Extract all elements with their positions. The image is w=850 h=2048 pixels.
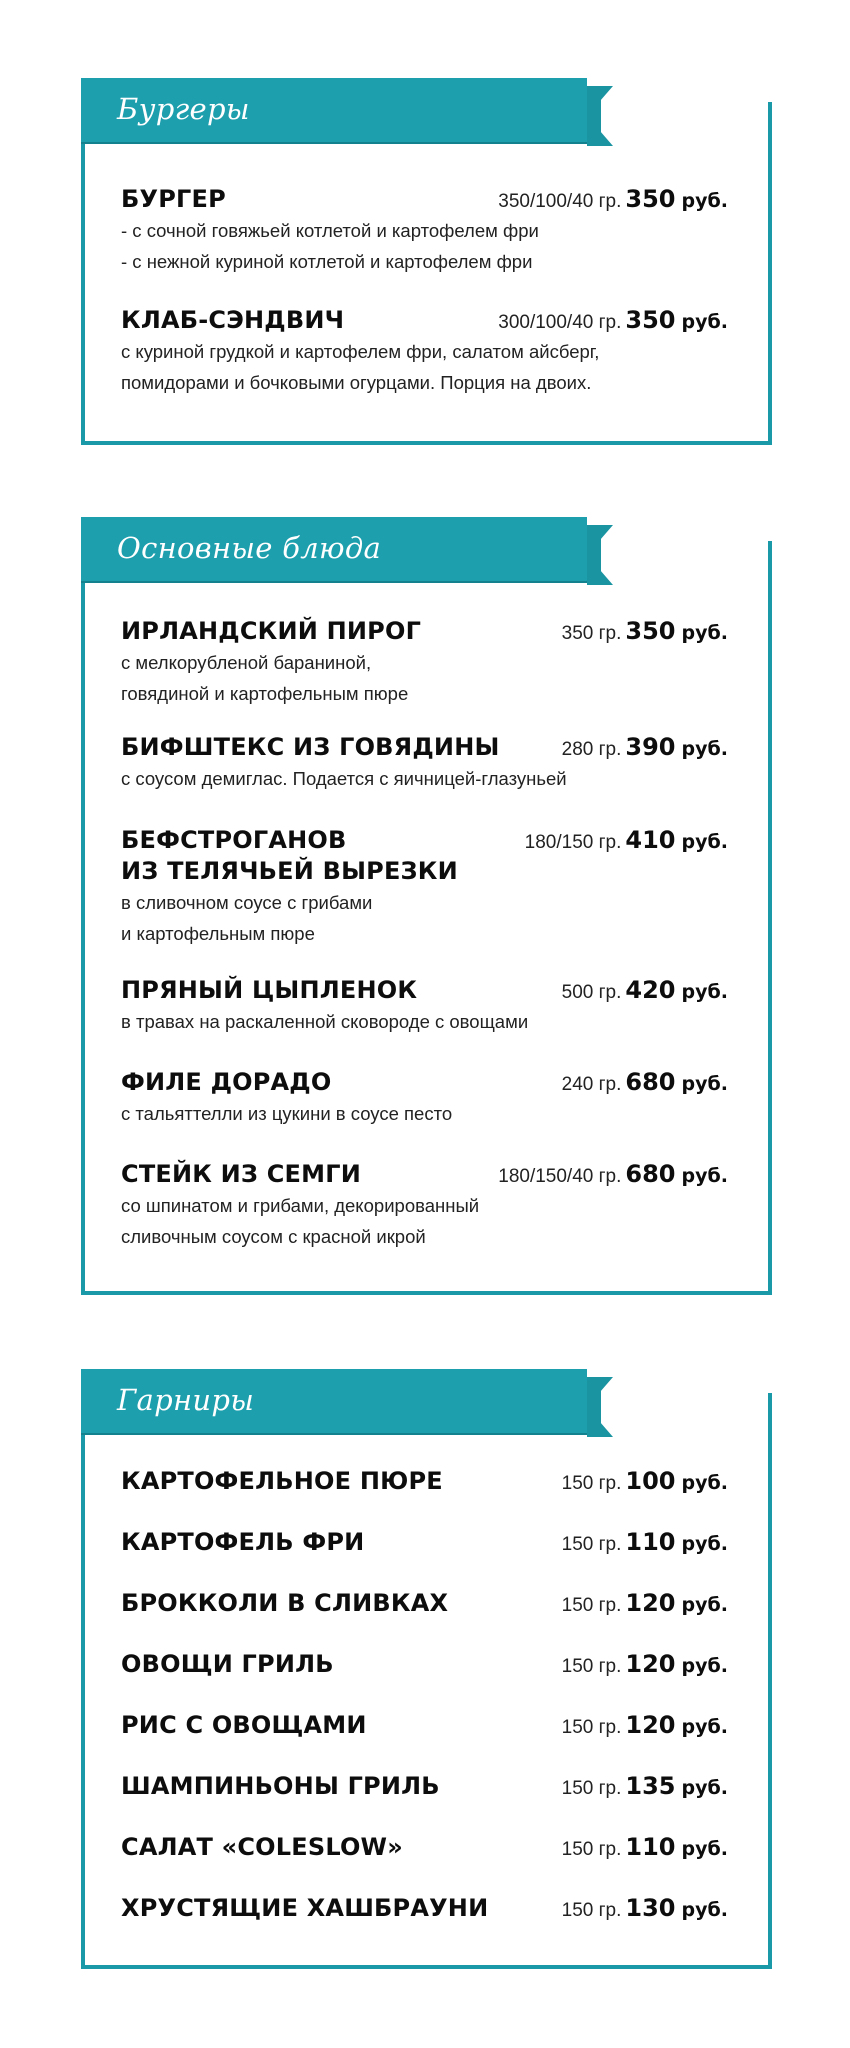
item-price — [498, 1159, 728, 1193]
item-price — [562, 1466, 728, 1500]
item-currency: руб. — [681, 1777, 728, 1799]
item-price — [562, 732, 728, 766]
section-ribbon — [81, 78, 587, 142]
item-description: с тальяттелли из цукини в соусе песто — [121, 1103, 453, 1124]
item-price — [562, 1649, 728, 1683]
item-amount: 350 — [625, 306, 676, 334]
item-price — [562, 1527, 728, 1561]
item-amount: 100 — [625, 1467, 676, 1495]
item-weight: 500 гр. — [561, 982, 622, 1003]
item-currency: руб. — [681, 1838, 728, 1860]
item-weight: 150 гр. — [561, 1900, 622, 1921]
item-weight: 280 гр. — [561, 739, 622, 760]
item-currency: руб. — [681, 1073, 728, 1095]
menu-item — [121, 184, 728, 277]
item-amount: 130 — [625, 1894, 676, 1922]
item-weight: 350/100/40 гр. — [498, 191, 622, 212]
item-amount: 120 — [625, 1711, 676, 1739]
item-weight: 350 гр. — [561, 623, 622, 644]
item-amount: 390 — [625, 733, 676, 761]
item-name: РИС С ОВОЩАМИ — [121, 1711, 367, 1739]
item-currency: руб. — [681, 981, 728, 1003]
section-title: Бургеры — [117, 92, 250, 126]
item-weight: 150 гр. — [561, 1534, 622, 1555]
item-name: КЛАБ-СЭНДВИЧ — [121, 306, 345, 334]
menu-item — [121, 1771, 728, 1802]
item-price — [525, 825, 728, 859]
item-name: КАРТОФЕЛЬ ФРИ — [121, 1528, 365, 1556]
item-currency: руб. — [681, 1899, 728, 1921]
item-name: СТЕЙК ИЗ СЕМГИ — [121, 1160, 361, 1188]
item-amount: 135 — [625, 1772, 676, 1800]
item-description: - с сочной говяжьей котлетой и картофелем фри - с нежной куриной котлетой и картофелем фри — [121, 220, 539, 272]
menu-item — [121, 825, 728, 949]
item-currency: руб. — [681, 1594, 728, 1616]
ribbon-tail-notch — [587, 525, 613, 585]
item-name: ФИЛЕ ДОРАДО — [121, 1068, 332, 1096]
ribbon-tail-notch — [587, 86, 613, 146]
item-price — [562, 1710, 728, 1744]
item-price — [562, 616, 728, 650]
item-currency: руб. — [681, 622, 728, 644]
item-price — [562, 1832, 728, 1866]
menu-item — [121, 1159, 728, 1252]
item-amount: 110 — [625, 1528, 676, 1556]
item-weight: 150 гр. — [561, 1595, 622, 1616]
section-main-dishes — [81, 517, 772, 1295]
item-currency: руб. — [681, 831, 728, 853]
menu-item — [121, 305, 728, 398]
item-description: в травах на раскаленной сковороде с овощами — [121, 1011, 529, 1032]
item-price — [562, 975, 728, 1009]
item-price — [562, 1067, 728, 1101]
section-ribbon — [81, 517, 587, 581]
item-description: в сливочном соусе с грибами и картофельным пюре — [121, 892, 373, 944]
item-currency: руб. — [681, 190, 728, 212]
item-name: БЕФСТРОГАНОВ ИЗ ТЕЛЯЧЬЕЙ ВЫРЕЗКИ — [121, 826, 458, 885]
item-weight: 180/150 гр. — [524, 832, 622, 853]
section-title: Основные блюда — [117, 531, 382, 565]
item-amount: 120 — [625, 1650, 676, 1678]
item-amount: 680 — [625, 1068, 676, 1096]
item-weight: 150 гр. — [561, 1656, 622, 1677]
item-amount: 120 — [625, 1589, 676, 1617]
item-name: ШАМПИНЬОНЫ ГРИЛЬ — [121, 1772, 440, 1800]
item-description: с соусом демиглас. Подается с яичницей-глазуньей — [121, 768, 567, 789]
item-currency: руб. — [681, 1655, 728, 1677]
item-weight: 150 гр. — [561, 1839, 622, 1860]
item-description: с мелкорубленой бараниной, говядиной и картофельным пюре — [121, 652, 409, 704]
item-price — [562, 1588, 728, 1622]
item-currency: руб. — [681, 1716, 728, 1738]
item-weight: 300/100/40 гр. — [498, 312, 622, 333]
menu-item — [121, 1588, 728, 1619]
item-currency: руб. — [681, 1165, 728, 1187]
item-currency: руб. — [681, 1533, 728, 1555]
menu-item — [121, 732, 728, 794]
section-ribbon — [81, 1369, 587, 1433]
menu-item — [121, 1527, 728, 1558]
menu-item — [121, 1832, 728, 1863]
section-burgers — [81, 78, 772, 445]
item-name: САЛАТ «COLESLOW» — [121, 1833, 403, 1861]
menu-item — [121, 1067, 728, 1129]
menu-item — [121, 1893, 728, 1924]
menu-item — [121, 1466, 728, 1497]
item-amount: 350 — [625, 617, 676, 645]
item-name: ПРЯНЫЙ ЦЫПЛЕНОК — [121, 976, 418, 1004]
item-weight: 240 гр. — [561, 1074, 622, 1095]
item-name: ХРУСТЯЩИЕ ХАШБРАУНИ — [121, 1894, 489, 1922]
item-weight: 150 гр. — [561, 1717, 622, 1738]
item-description: со шпинатом и грибами, декорированный сливочным соусом с красной икрой — [121, 1195, 480, 1247]
ribbon-tail-notch — [587, 1377, 613, 1437]
item-currency: руб. — [681, 1472, 728, 1494]
item-name: ОВОЩИ ГРИЛЬ — [121, 1650, 334, 1678]
item-description: с куриной грудкой и картофелем фри, салатом айсберг, помидорами и бочковыми огурцами. Порция на двоих. — [121, 341, 600, 393]
item-price — [562, 1893, 728, 1927]
item-weight: 150 гр. — [561, 1473, 622, 1494]
section-sides — [81, 1369, 772, 1969]
section-title: Гарниры — [117, 1383, 255, 1417]
menu-item — [121, 975, 728, 1037]
item-amount: 680 — [625, 1160, 676, 1188]
item-name: БРОККОЛИ В СЛИВКАХ — [121, 1589, 449, 1617]
item-name: БИФШТЕКС ИЗ ГОВЯДИНЫ — [121, 733, 500, 761]
menu-item — [121, 1710, 728, 1741]
item-price — [498, 305, 728, 339]
item-weight: 180/150/40 гр. — [498, 1166, 622, 1187]
item-amount: 420 — [625, 976, 676, 1004]
item-currency: руб. — [681, 738, 728, 760]
item-amount: 350 — [625, 185, 676, 213]
item-amount: 410 — [625, 826, 676, 854]
item-name: КАРТОФЕЛЬНОЕ ПЮРЕ — [121, 1467, 443, 1495]
item-name: ИРЛАНДСКИЙ ПИРОГ — [121, 617, 422, 645]
section-box — [81, 1433, 772, 1969]
item-weight: 150 гр. — [561, 1778, 622, 1799]
menu-item — [121, 616, 728, 709]
item-name: БУРГЕР — [121, 185, 226, 213]
item-amount: 110 — [625, 1833, 676, 1861]
item-currency: руб. — [681, 311, 728, 333]
item-price — [498, 184, 728, 218]
item-price — [562, 1771, 728, 1805]
menu-item — [121, 1649, 728, 1680]
